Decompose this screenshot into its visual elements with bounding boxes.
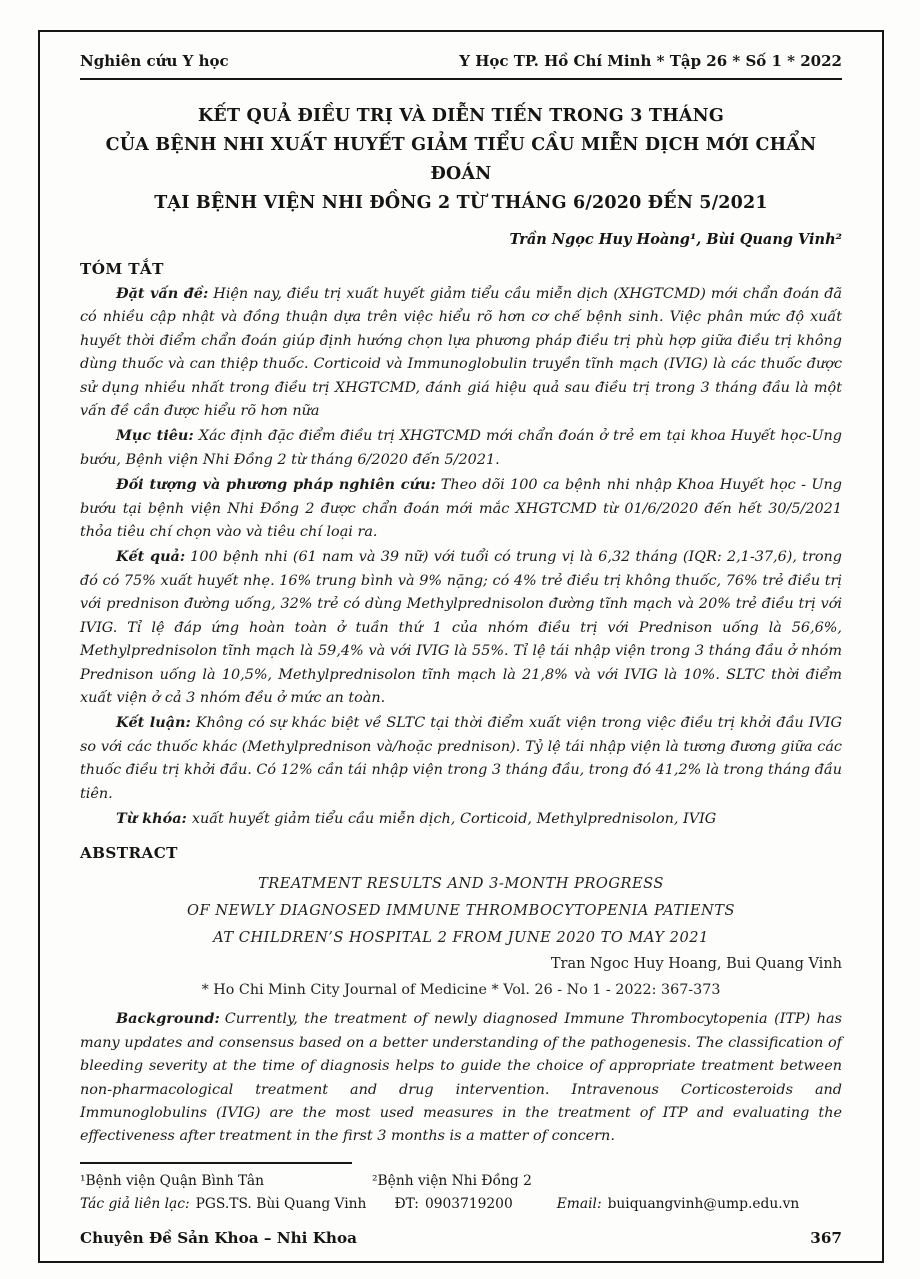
- section-heading-abstract: ABSTRACT: [80, 844, 178, 863]
- footer-section-title: Chuyên Đề Sản Khoa – Nhi Khoa: [80, 1229, 357, 1247]
- footer-page-number: 367: [810, 1229, 842, 1247]
- footnotes-block: [80, 1162, 842, 1216]
- page-header: [80, 32, 842, 80]
- paragraph-text: Hiện nay, điều trị xuất huyết giảm tiểu cầu miễn dịch (XHGTCMD) mới chẩn đoán đã có nhiều cập nhật và đồng thuận dựa trên việc hiểu rõ hơn cơ chế bệnh sinh. Việc phân mức độ xuất huyết thời điểm chẩn đoán giúp định hướng chọn lựa phương pháp điều trị phù hợp giữa điều trị không dùng thuốc và can thiệp thuốc. Corticoid và Immunoglobulin truyền tĩnh mạch (IVIG) là các thuốc được sử dụng nhiều nhất trong điều trị XHGTCMD, đánh giá hiệu quả sau điều trị trong 3 tháng đầu là một vấn đề cần được hiểu rõ hơn nữa: [80, 286, 842, 420]
- paper-title-line-2: CỦA BỆNH NHI XUẤT HUYẾT GIẢM TIỂU CẦU MIỄN DỊCH MỚI CHẨN ĐOÁN: [105, 135, 817, 184]
- english-title-line-3: AT CHILDREN’S HOSPITAL 2 FROM JUNE 2020 TO MAY 2021: [213, 929, 709, 947]
- journal-citation-line: * Ho Chi Minh City Journal of Medicine * Vol. 26 - No 1 - 2022: 367-373: [201, 982, 721, 999]
- paragraph-lead: Kết quả:: [116, 548, 186, 566]
- corresponding-author-row: [80, 1193, 842, 1216]
- paragraph-background: [80, 1007, 842, 1148]
- section-heading-tomtat: TÓM TẮT: [80, 260, 164, 278]
- paper-title-line-3: TẠI BỆNH VIỆN NHI ĐỒNG 2 TỪ THÁNG 6/2020 ĐẾN 5/2021: [154, 193, 768, 213]
- paragraph-text: Không có sự khác biệt về SLTC tại thời điểm xuất viện trong việc điều trị khởi đầu IVIG so với các thuốc khác (Methylprednison và/hoặc prednison). Tỷ lệ tái nhập viện là tương đương giữa các thuốc điều trị khởi đầu. Có 12% cần tái nhập viện trong 3 tháng đầu, trong đó 41,2% là trong tháng đầu tiên.: [80, 715, 842, 802]
- english-title: [80, 870, 842, 951]
- affiliation-2: ²Bệnh viện Nhi Đồng 2: [372, 1172, 532, 1189]
- paragraph-ket-qua: [80, 545, 842, 710]
- page-border-frame: [38, 30, 884, 1263]
- email-label: Email:: [556, 1195, 602, 1212]
- affiliations-row: [80, 1170, 842, 1193]
- paragraph-lead: Background:: [116, 1010, 220, 1028]
- paragraph-lead: Đặt vấn đề:: [116, 285, 209, 302]
- paragraph-lead: Kết luận:: [116, 714, 191, 732]
- paper-title: [80, 102, 842, 218]
- paper-title-line-1: KẾT QUẢ ĐIỀU TRỊ VÀ DIỄN TIẾN TRONG 3 THÁNG: [198, 106, 724, 126]
- english-authors-line: Tran Ngoc Huy Hoang, Bui Quang Vinh: [550, 956, 842, 973]
- paragraph-muc-tieu: [80, 424, 842, 472]
- paragraph-lead: Từ khóa:: [116, 809, 187, 827]
- contact-name: PGS.TS. Bùi Quang Vinh: [195, 1195, 367, 1212]
- paragraph-lead: Mục tiêu:: [116, 427, 194, 445]
- paragraph-text: 100 bệnh nhi (61 nam và 39 nữ) với tuổi có trung vị là 6,32 tháng (IQR: 2,1-37,6), trong đó có 75% xuất huyết nhẹ. 16% trung bình và 9% nặng; có 4% trẻ điều trị không thuốc, 76% trẻ điều trị với prednison đường uống, 32% trẻ có dùng Methylprednisolon đường tĩnh mạch và 20% trẻ điều trị với IVIG. Tỉ lệ đáp ứng hoàn toàn ở tuần thứ 1 của nhóm điều trị với Prednison uống là 56,6%, Methylprednisolon tĩnh mạch là 59,4% và với IVIG là 55%. Tỉ lệ tái nhập viện trong 3 tháng đầu ở nhóm Prednison uống là 10,5%, Methylprednisolon tĩnh mạch là 21,8% và với IVIG là 10%. SLTC thời điểm xuất viện ở cả 3 nhóm đều ở mức an toàn.: [80, 549, 842, 706]
- paragraph-text: Currently, the treatment of newly diagnosed Immune Thrombocytopenia (ITP) has many updates and consensus based on a better understanding of the pathogenesis. The classification of bleeding severity at the time of diagnosis helps to guide the choice of appropriate treatment between non-pharmacological treatment and drug intervention. Intravenous Corticosteroids and Immunoglobulins (IVIG) are the most used measures in the treatment of ITP and evaluating the effectiveness after treatment in the first 3 months is a matter of concern.: [80, 1011, 842, 1145]
- phone-number: 0903719200: [424, 1195, 513, 1212]
- paragraph-dat-van-de: [80, 282, 842, 423]
- affiliation-1: ¹Bệnh viện Quận Bình Tân: [80, 1172, 264, 1189]
- paragraph-text: Xác định đặc điểm điều trị XHGTCMD mới chẩn đoán ở trẻ em tại khoa Huyết học-Ung bướu, Bệnh viện Nhi Đồng 2 từ tháng 6/2020 đến 5/2021.: [80, 428, 842, 468]
- paragraph-ket-luan: [80, 711, 842, 806]
- english-title-line-2: OF NEWLY DIAGNOSED IMMUNE THROMBOCYTOPENIA PATIENTS: [187, 902, 735, 920]
- paragraph-tu-khoa: [80, 807, 842, 831]
- phone-label: ĐT:: [394, 1195, 419, 1212]
- footnote-separator-line: [80, 1162, 352, 1164]
- authors-line: Trần Ngọc Huy Hoàng¹, Bùi Quang Vinh²: [509, 231, 842, 248]
- paragraph-doi-tuong: [80, 473, 842, 544]
- paragraph-text: xuất huyết giảm tiểu cầu miễn dịch, Corticoid, Methylprednisolon, IVIG: [191, 810, 717, 827]
- paragraph-lead: Đối tượng và phương pháp nghiên cứu:: [116, 476, 436, 494]
- paragraph-text: Theo dõi 100 ca bệnh nhi nhập Khoa Huyết học - Ung bướu tại bệnh viện Nhi Đồng 2 được chẩn đoán mới mắc XHGTCMD từ 01/6/2020 đến hết 30/5/2021 thỏa tiêu chí chọn vào và tiêu chí loại ra.: [80, 477, 842, 541]
- email-address: buiquangvinh@ump.edu.vn: [607, 1195, 800, 1212]
- header-journal-citation: Y Học TP. Hồ Chí Minh * Tập 26 * Số 1 * 2022: [459, 52, 842, 70]
- contact-label: Tác giả liên lạc:: [80, 1195, 190, 1212]
- page-footer: [80, 1219, 842, 1261]
- english-title-line-1: TREATMENT RESULTS AND 3-MONTH PROGRESS: [258, 875, 664, 893]
- header-section-label: Nghiên cứu Y học: [80, 52, 229, 70]
